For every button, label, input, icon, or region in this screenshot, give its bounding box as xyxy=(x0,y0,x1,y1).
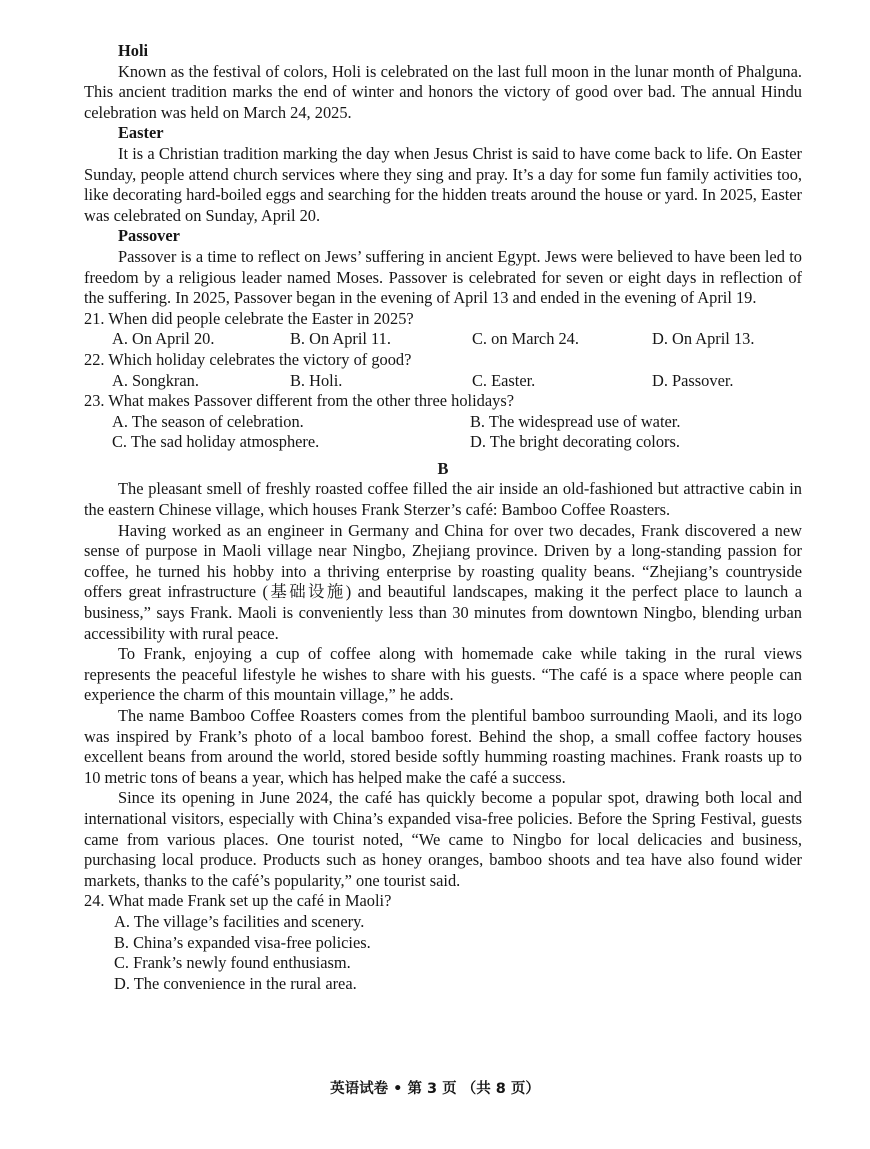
option-d[interactable]: D. On April 13. xyxy=(652,329,755,349)
holi-title: Holi xyxy=(118,41,149,60)
passage-b-paragraph: Having worked as an engineer in Germany and China for over two decades, Frank discovered a new sense of purpose in Maoli village near Ningbo, Zhejiang province. Driven by a long-standing passion for coffee, he turned his hobby into a thriving enterprise by roasting quality beans. “Zhejiang’s countryside offers great infrastructure (基础设施) and beautiful landscapes, making it the perfect place to launch a business,” says Frank. Maoli is conveniently less than 30 minutes from downtown Ningbo, blending urban accessibility with rural peace. xyxy=(84,520,802,643)
option-a[interactable]: A. The season of celebration. xyxy=(112,411,304,431)
option-c[interactable]: C. Frank’s newly found enthusiasm. xyxy=(114,953,351,973)
holi-text: Known as the festival of colors, Holi is celebrated on the last full moon in the lunar month of Phalguna. This ancient tradition marks the end of winter and honors the victory of good over bad. The annual Hindu celebration was held on March 24, 2025. xyxy=(84,61,802,122)
question-stem: 23. What makes Passover different from the other three holidays? xyxy=(84,391,514,411)
option-c[interactable]: C. The sad holiday atmosphere. xyxy=(112,432,320,452)
easter-text: It is a Christian tradition marking the day when Jesus Christ is said to have come back to life. On Easter Sunday, people attend church services where they sing and pray. It’s a day for some fun family activities too, like decorating hard-boiled eggs and searching for the hidden treats around the house or yard. In 2025, Easter was celebrated on Sunday, April 20. xyxy=(84,143,802,225)
answer-options xyxy=(114,912,802,994)
passage-b-paragraph: To Frank, enjoying a cup of coffee along with homemade cake while taking in the rural views represents the peaceful lifestyle he wishes to share with his guests. “The café is a space where people can experience the charm of this mountain village,” he adds. xyxy=(84,644,802,705)
option-a[interactable]: A. Songkran. xyxy=(112,370,199,390)
passage-b-paragraph: The pleasant smell of freshly roasted coffee filled the air inside an old-fashioned but attractive cabin in the eastern Chinese village, which houses Frank Sterzer’s café: Bamboo Coffee Roasters. xyxy=(84,479,802,520)
section-b-label: B xyxy=(437,458,449,478)
question-24 xyxy=(84,891,802,994)
option-a[interactable]: A. The village’s facilities and scenery. xyxy=(114,911,365,931)
passage-b-paragraph: Since its opening in June 2024, the café has quickly become a popular spot, drawing both local and international visitors, especially with China’s expanded visa-free policies. Before the Spring Festival, guests came from various places. One tourist noted, “We came to Ningbo for local delicacies and business, purchasing local produce. Products such as honey oranges, bamboo shoots and tea have also found wider markets, thanks to the café’s popularity,” one tourist said. xyxy=(84,788,802,890)
option-a[interactable]: A. On April 20. xyxy=(112,329,215,349)
option-b[interactable]: B. Holi. xyxy=(290,370,343,390)
option-d[interactable]: D. The bright decorating colors. xyxy=(470,432,680,452)
question-stem: 24. What made Frank set up the café in Maoli? xyxy=(84,891,392,911)
option-d[interactable]: D. Passover. xyxy=(652,370,734,390)
passage-b-paragraph: The name Bamboo Coffee Roasters comes from the plentiful bamboo surrounding Maoli, and its logo was inspired by Frank’s photo of a local bamboo forest. Behind the shop, a small coffee factory houses excellent beans from around the world, stored beside softly humming roasting machines. Frank roasts up to 10 metric tons of beans a year, which has helped make the café a success. xyxy=(84,706,802,787)
question-stem: 22. Which holiday celebrates the victory of good? xyxy=(84,349,412,369)
option-c[interactable]: C. on March 24. xyxy=(472,329,579,349)
passage-b xyxy=(84,479,802,891)
page-footer: 英语试卷 • 第 3 页 （共 8 页） xyxy=(330,1081,540,1097)
answer-options xyxy=(112,329,802,350)
option-c[interactable]: C. Easter. xyxy=(472,370,536,390)
option-d[interactable]: D. The convenience in the rural area. xyxy=(114,973,357,993)
option-b[interactable]: B. The widespread use of water. xyxy=(470,411,681,431)
question-23 xyxy=(84,391,802,453)
answer-options xyxy=(112,371,802,392)
option-b[interactable]: B. China’s expanded visa-free policies. xyxy=(114,932,371,952)
passover-text: Passover is a time to reflect on Jews’ suffering in ancient Egypt. Jews were believed to have been led to freedom by a religious leader named Moses. Passover is celebrated for seven or eight days in reflection of the suffering. In 2025, Passover began in the evening of April 13 and ended in the evening of April 19. xyxy=(84,246,802,308)
answer-options xyxy=(112,412,802,453)
exam-page xyxy=(84,41,802,994)
easter-title: Easter xyxy=(118,123,164,143)
question-21 xyxy=(84,309,802,350)
question-stem: 21. When did people celebrate the Easter in 2025? xyxy=(84,308,414,328)
question-22 xyxy=(84,350,802,391)
holi-section xyxy=(84,41,802,123)
option-b[interactable]: B. On April 11. xyxy=(290,329,391,349)
passover-section xyxy=(84,226,802,308)
easter-section xyxy=(84,123,802,226)
passover-title: Passover xyxy=(118,226,180,246)
